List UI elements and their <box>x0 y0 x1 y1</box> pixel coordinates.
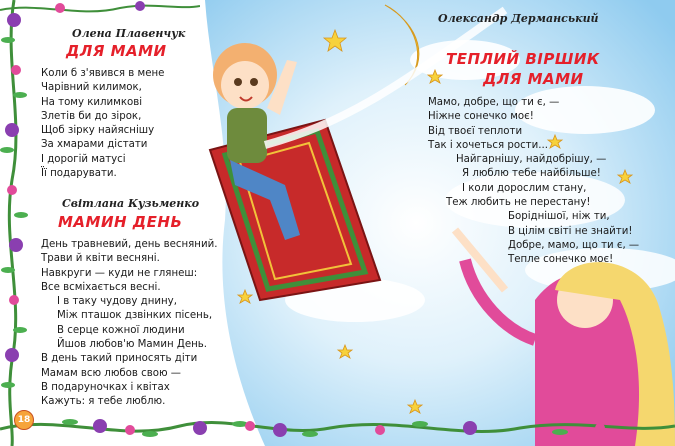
poem-line: Тепле сонечко моє! <box>508 254 614 266</box>
poem-line: Я люблю тебе найбільше! <box>462 168 601 180</box>
poem-line: Злетів би до зірок, <box>41 110 142 122</box>
poem-line: І коли дорослим стану, <box>462 182 587 194</box>
poem-line: Так і хочеться рости... <box>428 139 548 151</box>
poem-line: Теж любить не перестану! <box>446 197 591 209</box>
poem-line: В день такий приносять діти <box>41 353 198 365</box>
poem-line: Її подарувати. <box>41 168 117 180</box>
poem3-title-line2: ДЛЯ МАМИ <box>483 70 584 88</box>
floral-border-left <box>0 0 30 446</box>
poem-line: Між пташок дзвінких пісень, <box>57 310 213 322</box>
poem2-text <box>41 238 217 410</box>
floral-border-bottom <box>0 404 675 446</box>
poem-line: Від твоєї теплоти <box>428 125 523 137</box>
poem1-author: Олена Плавенчук <box>72 27 186 40</box>
poem-line: Навкруги — куди не глянеш: <box>41 267 198 279</box>
poem2-author: Світлана Кузьменко <box>62 197 200 210</box>
poem1-title: ДЛЯ МАМИ <box>66 42 167 60</box>
poem-line: На тому килимкові <box>41 96 143 108</box>
poem-line: День травневий, день весняний. <box>41 239 218 250</box>
poem2-title: МАМИН ДЕНЬ <box>58 213 183 231</box>
poem3-text <box>428 96 639 268</box>
poem-line: За хмарами дістати <box>41 139 148 151</box>
page-number: 18 <box>14 410 34 430</box>
poem-line: Ніжне сонечко моє! <box>428 111 534 123</box>
poem-line: Трави й квіти весняні. <box>41 253 160 265</box>
poem-line: Боріднішої, ніж ти, <box>508 211 610 223</box>
poem-line: Все всміхається весні. <box>41 281 161 293</box>
poem-line: Чарівний килимок, <box>41 82 142 94</box>
floral-border-top <box>0 0 200 22</box>
poem-line: Мамам всю любов свою — <box>41 367 181 379</box>
poem-line: Йшов любов'ю Мамин День. <box>57 339 208 351</box>
poem-line: Кажуть: я тебе люблю. <box>41 396 166 408</box>
poem3-author: Олександр Дерманський <box>438 12 599 25</box>
poem-line: В серце кожної людини <box>57 324 185 336</box>
poem-line: І дорогій матусі <box>41 153 126 165</box>
poem-line: Мамо, добре, що ти є, — <box>428 97 560 108</box>
poem-line: Щоб зірку найяснішу <box>41 125 155 137</box>
poem-line: В подаруночках і квітах <box>41 381 170 393</box>
poem-line: Коли б з'явився в мене <box>41 68 165 79</box>
poem1-text <box>41 67 164 181</box>
poem3-title-line1: ТЕПЛИЙ ВІРШИК <box>446 50 600 68</box>
poem-line: Добре, мамо, що ти є, — <box>508 239 640 251</box>
poem-line: І в таку чудову днину, <box>57 296 177 308</box>
poem-line: В цілім світі не знайти! <box>508 225 633 237</box>
poem-line: Найгарнішу, найдобрішу, — <box>456 154 607 166</box>
